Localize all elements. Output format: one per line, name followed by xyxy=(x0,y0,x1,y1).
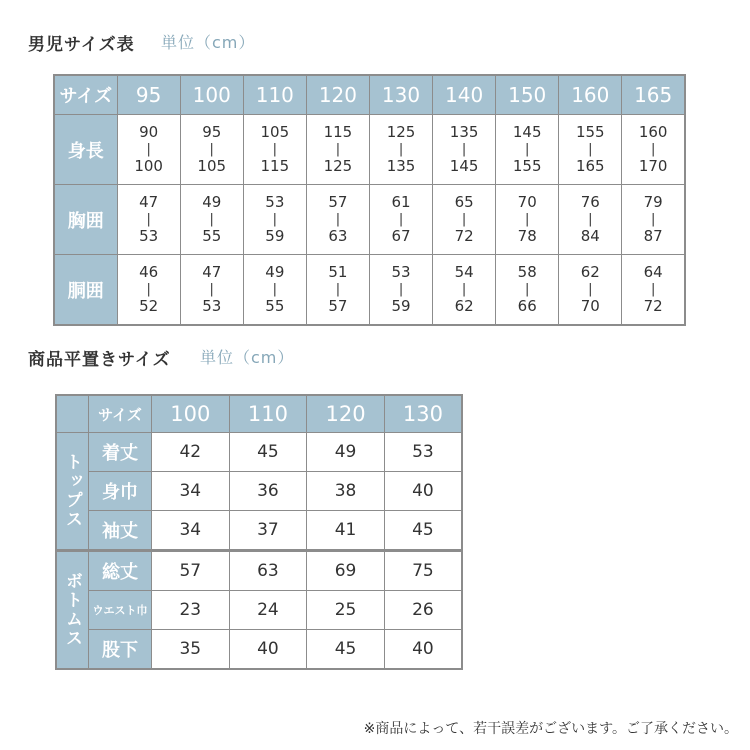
range-cell xyxy=(433,115,496,185)
range-separator: | xyxy=(398,212,404,227)
range-min: 49 xyxy=(265,263,285,281)
value-cell: 41 xyxy=(307,511,385,551)
value-cell: 57 xyxy=(152,551,230,591)
flat-col-header: 110 xyxy=(229,395,307,433)
range-min: 145 xyxy=(512,123,542,141)
value-cell: 23 xyxy=(152,591,230,630)
size-col-header: 100 xyxy=(180,75,243,115)
range-separator: | xyxy=(588,282,593,297)
range-min: 125 xyxy=(386,123,416,141)
range-separator: | xyxy=(588,142,593,157)
range-separator: | xyxy=(525,212,530,227)
range-min: 57 xyxy=(328,193,348,211)
range-separator: | xyxy=(525,282,530,297)
range-separator: | xyxy=(272,282,278,297)
value-cell: 34 xyxy=(152,472,230,511)
flat-chart-title: 商品平置きサイズ xyxy=(28,350,171,370)
range-max: 115 xyxy=(260,157,290,175)
flat-col-header: 130 xyxy=(384,395,462,433)
size-corner-label: サイズ xyxy=(54,75,117,115)
range-min: 70 xyxy=(517,193,537,211)
range-separator: | xyxy=(146,212,151,227)
range-min: 53 xyxy=(391,263,411,281)
range-separator: | xyxy=(146,142,151,157)
flat-row xyxy=(56,630,462,670)
value-cell: 34 xyxy=(152,511,230,551)
range-min: 79 xyxy=(643,193,663,211)
range-cell xyxy=(622,185,685,255)
range-min: 135 xyxy=(449,123,479,141)
value-cell: 53 xyxy=(384,433,462,472)
range-cell xyxy=(180,185,243,255)
value-cell: 36 xyxy=(229,472,307,511)
range-separator: | xyxy=(650,212,656,227)
range-cell xyxy=(180,115,243,185)
range-cell xyxy=(496,115,559,185)
range-separator: | xyxy=(335,142,341,157)
value-cell: 63 xyxy=(229,551,307,591)
range-separator: | xyxy=(461,142,467,157)
range-max: 87 xyxy=(643,227,663,245)
range-separator: | xyxy=(398,142,404,157)
range-max: 53 xyxy=(202,297,222,315)
range-separator: | xyxy=(335,212,341,227)
measurement-row xyxy=(54,255,685,326)
range-separator: | xyxy=(588,212,593,227)
range-cell xyxy=(433,185,496,255)
flat-row xyxy=(56,511,462,551)
range-min: 51 xyxy=(328,263,348,281)
range-cell xyxy=(306,255,369,326)
flat-corner-label: サイズ xyxy=(89,395,152,433)
range-cell xyxy=(243,255,306,326)
item-label: ウエスト巾 xyxy=(89,591,152,630)
range-separator: | xyxy=(335,282,341,297)
range-max: 59 xyxy=(391,297,411,315)
range-cell xyxy=(369,255,432,326)
range-cell xyxy=(117,185,180,255)
flat-row xyxy=(56,472,462,511)
item-label: 総丈 xyxy=(89,551,152,591)
value-cell: 25 xyxy=(307,591,385,630)
size-col-header: 150 xyxy=(496,75,559,115)
range-cell xyxy=(559,185,622,255)
value-cell: 38 xyxy=(307,472,385,511)
range-max: 59 xyxy=(265,227,285,245)
range-max: 72 xyxy=(643,297,663,315)
range-min: 160 xyxy=(638,123,668,141)
range-separator: | xyxy=(209,282,214,297)
range-separator: | xyxy=(650,282,656,297)
range-cell xyxy=(306,115,369,185)
range-max: 135 xyxy=(386,157,416,175)
value-cell: 40 xyxy=(384,472,462,511)
range-min: 65 xyxy=(454,193,474,211)
range-min: 105 xyxy=(260,123,290,141)
boys-size-table xyxy=(53,74,686,326)
range-min: 53 xyxy=(265,193,285,211)
range-cell xyxy=(559,255,622,326)
flat-corner-blank xyxy=(56,395,89,433)
range-max: 62 xyxy=(454,297,474,315)
range-max: 53 xyxy=(139,227,159,245)
value-cell: 45 xyxy=(229,433,307,472)
range-min: 47 xyxy=(139,193,159,211)
range-min: 46 xyxy=(139,263,159,281)
measurement-row xyxy=(54,115,685,185)
range-max: 52 xyxy=(139,297,159,315)
range-max: 63 xyxy=(328,227,348,245)
value-cell: 40 xyxy=(384,630,462,670)
range-cell xyxy=(496,185,559,255)
range-separator: | xyxy=(272,212,278,227)
range-cell xyxy=(622,115,685,185)
range-min: 58 xyxy=(517,263,537,281)
group-label: ボトムス xyxy=(56,551,89,670)
range-max: 84 xyxy=(580,227,600,245)
size-col-header: 140 xyxy=(433,75,496,115)
range-max: 125 xyxy=(323,157,353,175)
range-max: 72 xyxy=(454,227,474,245)
item-label: 着丈 xyxy=(89,433,152,472)
value-cell: 75 xyxy=(384,551,462,591)
flat-row xyxy=(56,591,462,630)
range-max: 105 xyxy=(197,157,227,175)
boys-chart-unit: 単位（cm） xyxy=(161,33,256,52)
range-max: 145 xyxy=(449,157,479,175)
range-min: 76 xyxy=(580,193,600,211)
range-max: 165 xyxy=(575,157,605,175)
range-cell xyxy=(117,255,180,326)
flat-col-header: 100 xyxy=(152,395,230,433)
range-max: 57 xyxy=(328,297,348,315)
range-min: 49 xyxy=(202,193,222,211)
range-separator: | xyxy=(398,282,404,297)
size-col-header: 120 xyxy=(306,75,369,115)
value-cell: 40 xyxy=(229,630,307,670)
range-max: 55 xyxy=(265,297,285,315)
range-min: 47 xyxy=(202,263,222,281)
range-separator: | xyxy=(209,142,214,157)
range-max: 155 xyxy=(512,157,542,175)
range-min: 115 xyxy=(323,123,353,141)
range-cell xyxy=(433,255,496,326)
measurement-label: 身長 xyxy=(54,115,117,185)
range-max: 100 xyxy=(134,157,163,175)
range-min: 61 xyxy=(391,193,411,211)
footnote: ※商品によって、若干誤差がございます。ご了承ください。 xyxy=(363,721,738,737)
size-col-header: 130 xyxy=(369,75,432,115)
flat-row xyxy=(56,551,462,591)
range-cell xyxy=(117,115,180,185)
range-separator: | xyxy=(461,282,467,297)
range-cell xyxy=(369,185,432,255)
size-col-header: 110 xyxy=(243,75,306,115)
value-cell: 37 xyxy=(229,511,307,551)
range-cell xyxy=(496,255,559,326)
range-min: 54 xyxy=(454,263,474,281)
value-cell: 24 xyxy=(229,591,307,630)
range-max: 70 xyxy=(580,297,600,315)
range-min: 155 xyxy=(575,123,605,141)
range-cell xyxy=(243,185,306,255)
flat-size-table xyxy=(55,394,463,670)
range-separator: | xyxy=(272,142,278,157)
range-min: 64 xyxy=(643,263,663,281)
range-cell xyxy=(306,185,369,255)
range-cell xyxy=(369,115,432,185)
item-label: 股下 xyxy=(89,630,152,670)
flat-row xyxy=(56,433,462,472)
range-min: 62 xyxy=(580,263,600,281)
range-min: 95 xyxy=(202,123,222,141)
flat-header-row xyxy=(56,395,462,433)
range-cell xyxy=(243,115,306,185)
range-max: 67 xyxy=(391,227,411,245)
value-cell: 49 xyxy=(307,433,385,472)
range-max: 170 xyxy=(638,157,668,175)
range-separator: | xyxy=(209,212,214,227)
value-cell: 35 xyxy=(152,630,230,670)
range-max: 66 xyxy=(517,297,537,315)
range-max: 55 xyxy=(202,227,222,245)
range-cell xyxy=(180,255,243,326)
group-label: トップス xyxy=(56,433,89,551)
value-cell: 42 xyxy=(152,433,230,472)
size-col-header: 160 xyxy=(559,75,622,115)
measurement-row xyxy=(54,185,685,255)
range-separator: | xyxy=(461,212,467,227)
size-header-row xyxy=(54,75,685,115)
flat-chart-unit: 単位（cm） xyxy=(200,348,295,367)
boys-chart-title: 男児サイズ表 xyxy=(28,35,135,55)
size-col-header: 95 xyxy=(117,75,180,115)
range-cell xyxy=(559,115,622,185)
value-cell: 45 xyxy=(384,511,462,551)
value-cell: 69 xyxy=(307,551,385,591)
measurement-label: 胸囲 xyxy=(54,185,117,255)
range-cell xyxy=(622,255,685,326)
value-cell: 26 xyxy=(384,591,462,630)
size-col-header: 165 xyxy=(622,75,685,115)
measurement-label: 胴囲 xyxy=(54,255,117,326)
value-cell: 45 xyxy=(307,630,385,670)
range-min: 90 xyxy=(139,123,159,141)
item-label: 袖丈 xyxy=(89,511,152,551)
range-separator: | xyxy=(146,282,151,297)
range-separator: | xyxy=(525,142,530,157)
flat-col-header: 120 xyxy=(307,395,385,433)
item-label: 身巾 xyxy=(89,472,152,511)
range-separator: | xyxy=(650,142,656,157)
range-max: 78 xyxy=(517,227,537,245)
